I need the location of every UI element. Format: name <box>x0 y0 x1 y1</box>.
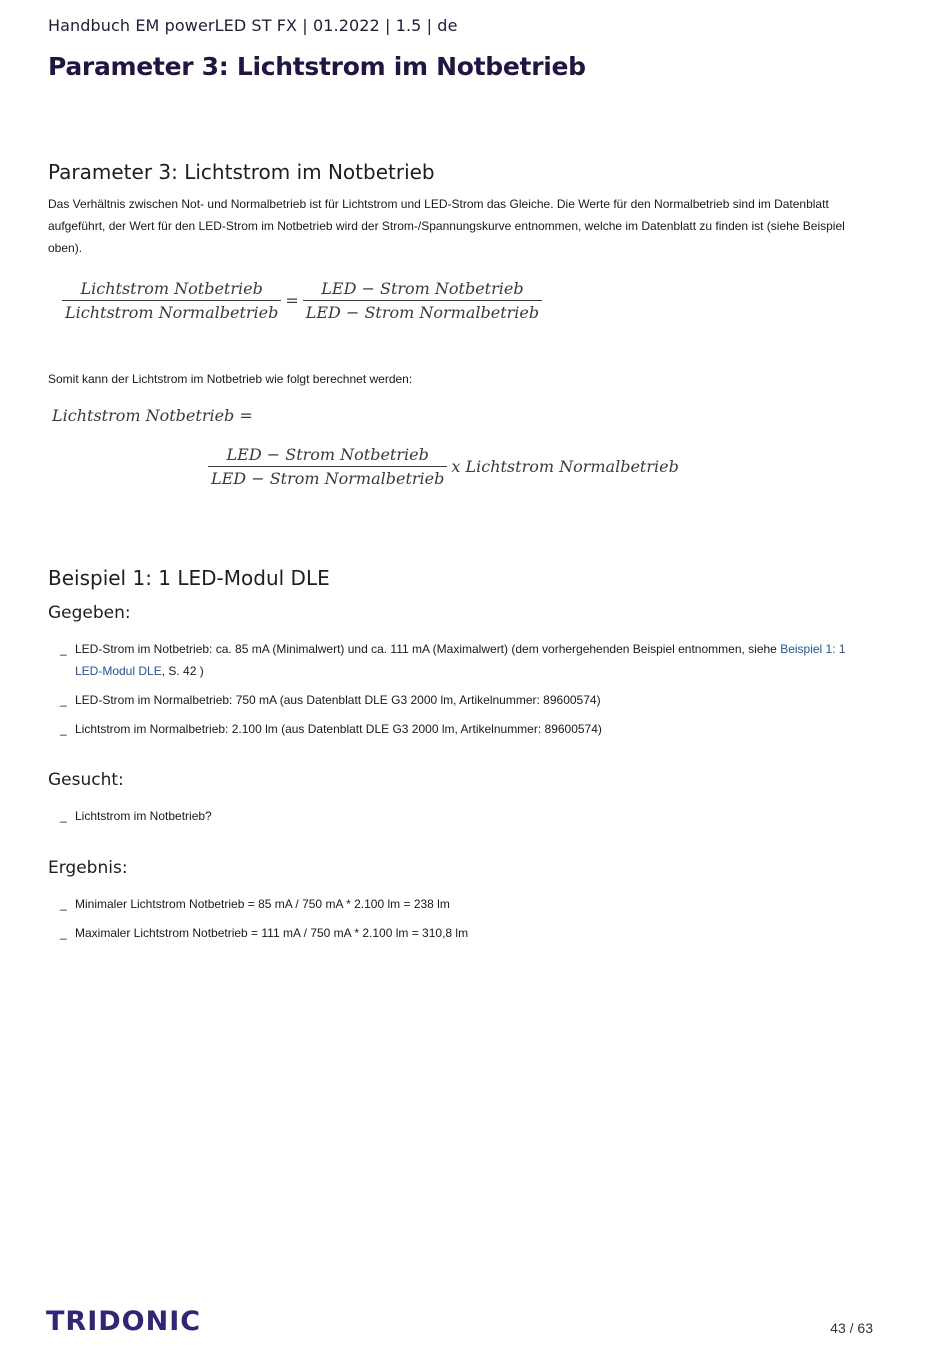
list-item <box>60 689 870 711</box>
given-item-suffix: , S. 42 ) <box>161 664 204 678</box>
list-item <box>60 893 870 915</box>
ratio-formula <box>62 279 542 322</box>
given-item-text: LED-Strom im Normalbetrieb: 750 mA (aus Datenblatt DLE G3 2000 lm, Artikelnummer: 89600574) <box>75 693 601 707</box>
luminous-flux-ratio <box>62 279 281 322</box>
result-item-text: Maximaler Lichtstrom Notbetrieb = 111 mA / 750 mA * 2.100 lm = 310,8 lm <box>75 926 469 940</box>
page-number: 43 / 63 <box>830 1320 873 1336</box>
list-item <box>60 638 870 682</box>
formula2-multiplier: x Lichtstrom Normalbetrieb <box>451 457 679 476</box>
given-heading: Gegeben: <box>48 603 131 623</box>
running-header: Handbuch EM powerLED ST FX | 01.2022 | 1.5 | de <box>48 16 458 35</box>
bullet-marker: _ <box>60 722 67 736</box>
section-heading: Parameter 3: Lichtstrom im Notbetrieb <box>48 160 435 184</box>
bullet-marker: _ <box>60 897 67 911</box>
led-current-ratio <box>303 279 542 322</box>
equals-sign: = <box>285 291 299 310</box>
formula2-lhs: Lichtstrom Notbetrieb = <box>52 406 253 425</box>
sought-list <box>60 805 870 834</box>
led-current-normal: LED − Strom Normalbetrieb <box>305 303 540 322</box>
list-item <box>60 718 870 740</box>
luminous-flux-normal: Lichtstrom Normalbetrieb <box>65 303 279 322</box>
sought-heading: Gesucht: <box>48 770 124 790</box>
formula2-rhs <box>208 445 683 488</box>
result-heading: Ergebnis: <box>48 858 128 878</box>
tridonic-logo: TRIDONIC <box>46 1306 202 1337</box>
bullet-marker: _ <box>60 642 67 656</box>
led-current-emergency: LED − Strom Notbetrieb <box>321 279 524 298</box>
example-heading: Beispiel 1: 1 LED-Modul DLE <box>48 566 330 590</box>
sought-item-text: Lichtstrom im Notbetrieb? <box>75 809 212 823</box>
bullet-marker: _ <box>60 693 67 707</box>
formula2-numerator: LED − Strom Notbetrieb <box>226 445 429 464</box>
given-list <box>60 638 870 747</box>
given-item-text: Lichtstrom im Normalbetrieb: 2.100 lm (aus Datenblatt DLE G3 2000 lm, Artikelnummer: 89600574) <box>75 722 602 736</box>
result-item-text: Minimaler Lichtstrom Notbetrieb = 85 mA / 750 mA * 2.100 lm = 238 lm <box>75 897 450 911</box>
then-paragraph: Somit kann der Lichtstrom im Notbetrieb wie folgt berechnet werden: <box>48 372 413 386</box>
intro-paragraph: Das Verhältnis zwischen Not- und Normalbetrieb ist für Lichtstrom und LED-Strom das Gleiche. Die Werte für den Normalbetrieb sind im Datenblatt aufgeführt, der Wert für den LED-Strom im Notbetrieb wird der Strom-/Spannungskurve entnommen, welche im Datenblatt zu finden ist (siehe Beispiel oben). <box>48 197 845 255</box>
example-cross-reference-link[interactable]: Beispiel 1: 1 LED-Modul DLE <box>75 642 846 678</box>
list-item <box>60 805 870 827</box>
result-list <box>60 893 870 951</box>
luminous-flux-emergency: Lichtstrom Notbetrieb <box>80 279 263 298</box>
bullet-marker: _ <box>60 809 67 823</box>
list-item <box>60 922 870 944</box>
page-title: Parameter 3: Lichtstrom im Notbetrieb <box>48 52 586 81</box>
formula2-denominator: LED − Strom Normalbetrieb <box>211 469 445 488</box>
formula2-fraction <box>208 445 447 488</box>
bullet-marker: _ <box>60 926 67 940</box>
given-item-text: LED-Strom im Notbetrieb: ca. 85 mA (Minimalwert) und ca. 111 mA (Maximalwert) (dem vorhergehenden Beispiel entnommen, siehe <box>75 642 781 656</box>
